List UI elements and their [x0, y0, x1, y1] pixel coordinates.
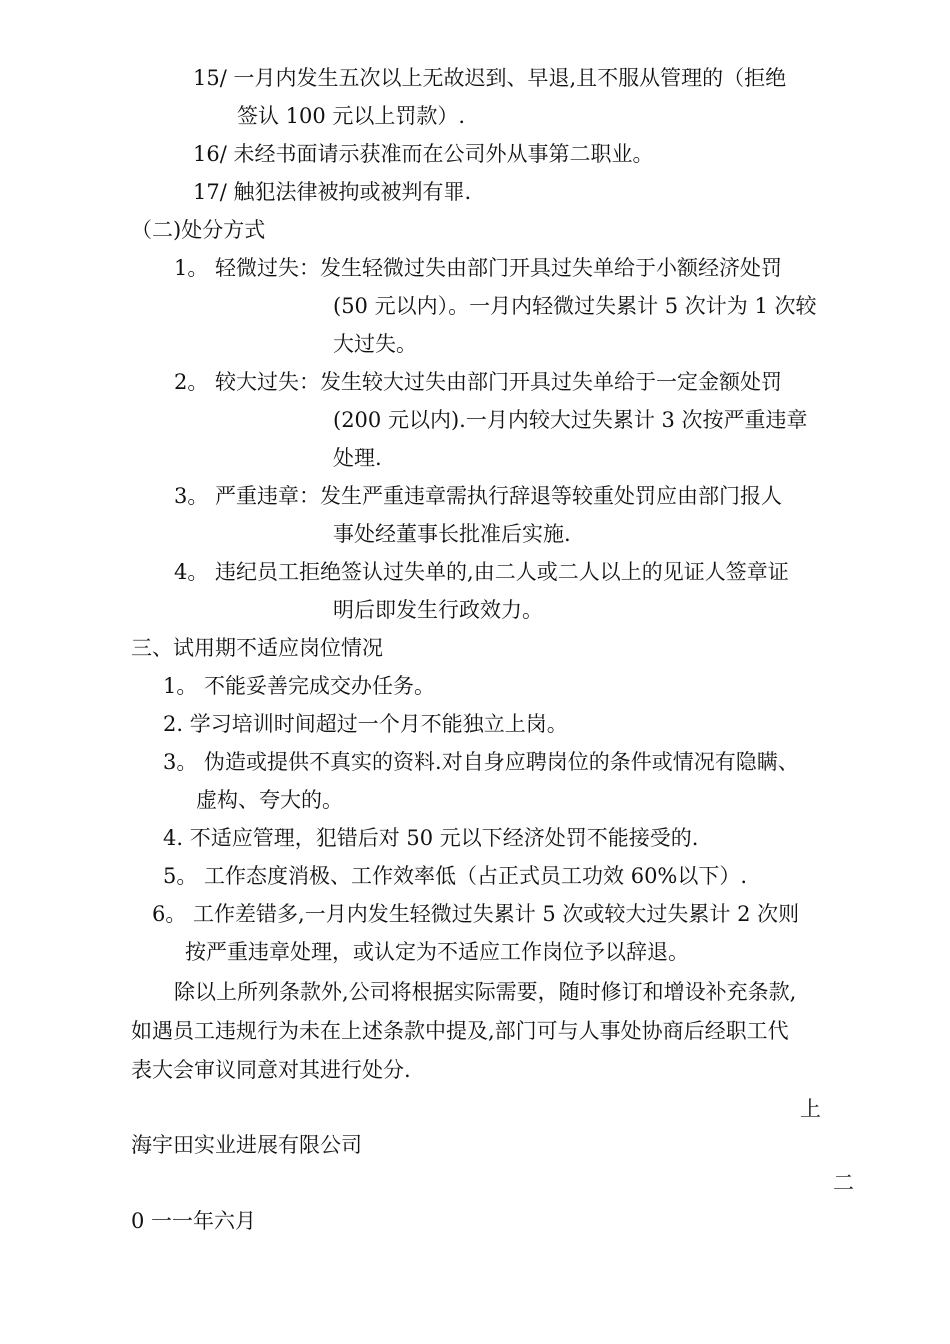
signature-fragment-2: 二 — [833, 1171, 854, 1195]
probation-item-6-line-2: 按严重违章处理，或认定为不适应工作岗位予以辞退。 — [185, 940, 689, 964]
probation-item-5: 5。 工作态度消极、工作效率低（占正式员工功效 60%以下）. — [163, 864, 748, 888]
probation-item-1: 1。 不能妥善完成交办任务。 — [163, 674, 436, 698]
penalty-1-line-2: (50 元以内）。一月内轻微过失累计 5 次计为 1 次较 — [333, 294, 817, 318]
clause-16: 16/ 未经书面请示获准而在公司外从事第二职业。 — [193, 142, 654, 166]
probation-item-4: 4. 不适应管理，犯错后对 50 元以下经济处罚不能接受的. — [163, 826, 699, 850]
penalty-3-line-2: 事处经董事长批准后实施. — [333, 522, 571, 546]
penalty-3-line-1: 3。 严重违章：发生严重违章需执行辞退等较重处罚应由部门报人 — [174, 484, 783, 508]
penalty-1-line-1: 1。 轻微过失：发生轻微过失由部门开具过失单给于小额经济处罚 — [174, 256, 783, 280]
clause-17: 17/ 触犯法律被拘或被判有罪. — [193, 180, 472, 204]
probation-item-2: 2. 学习培训时间超过一个月不能独立上岗。 — [163, 712, 568, 736]
penalty-1-line-3: 大过失。 — [333, 332, 417, 356]
clause-15-line-2: 签认 100 元以上罚款）. — [237, 104, 466, 128]
date-line: 0 一一年六月 — [131, 1209, 257, 1233]
closing-paragraph-line-2: 如遇员工违规行为未在上述条款中提及,部门可与人事处协商后经职工代 — [131, 1019, 789, 1043]
company-name: 海宇田实业进展有限公司 — [131, 1133, 362, 1157]
probation-item-3-line-2: 虚构、夸大的。 — [196, 788, 343, 812]
section-heading-probation: 三、试用期不适应岗位情况 — [131, 636, 383, 660]
closing-paragraph-line-3: 表大会审议同意对其进行处分. — [131, 1058, 411, 1082]
penalty-2-line-2: (200 元以内).一月内较大过失累计 3 次按严重违章 — [333, 408, 808, 432]
closing-paragraph-line-1: 除以上所列条款外,公司将根据实际需要，随时修订和增设补充条款, — [174, 980, 797, 1004]
probation-item-6-line-1: 6。 工作差错多,一月内发生轻微过失累计 5 次或较大过失累计 2 次则 — [152, 902, 800, 926]
penalty-4-line-2: 明后即发生行政效力。 — [333, 598, 543, 622]
clause-15-line-1: 15/ 一月内发生五次以上无故迟到、早退,且不服从管理的（拒绝 — [193, 66, 787, 90]
signature-fragment-1: 上 — [800, 1097, 821, 1121]
probation-item-3-line-1: 3。 伪造或提供不真实的资料.对自身应聘岗位的条件或情况有隐瞒、 — [163, 750, 799, 774]
penalty-4-line-1: 4。 违纪员工拒绝签认过失单的,由二人或二人以上的见证人签章证 — [174, 560, 789, 584]
section-heading-penalty-methods: （二)处分方式 — [131, 218, 266, 242]
penalty-2-line-3: 处理. — [333, 446, 382, 470]
penalty-2-line-1: 2。 较大过失：发生较大过失由部门开具过失单给于一定金额处罚 — [174, 370, 783, 394]
